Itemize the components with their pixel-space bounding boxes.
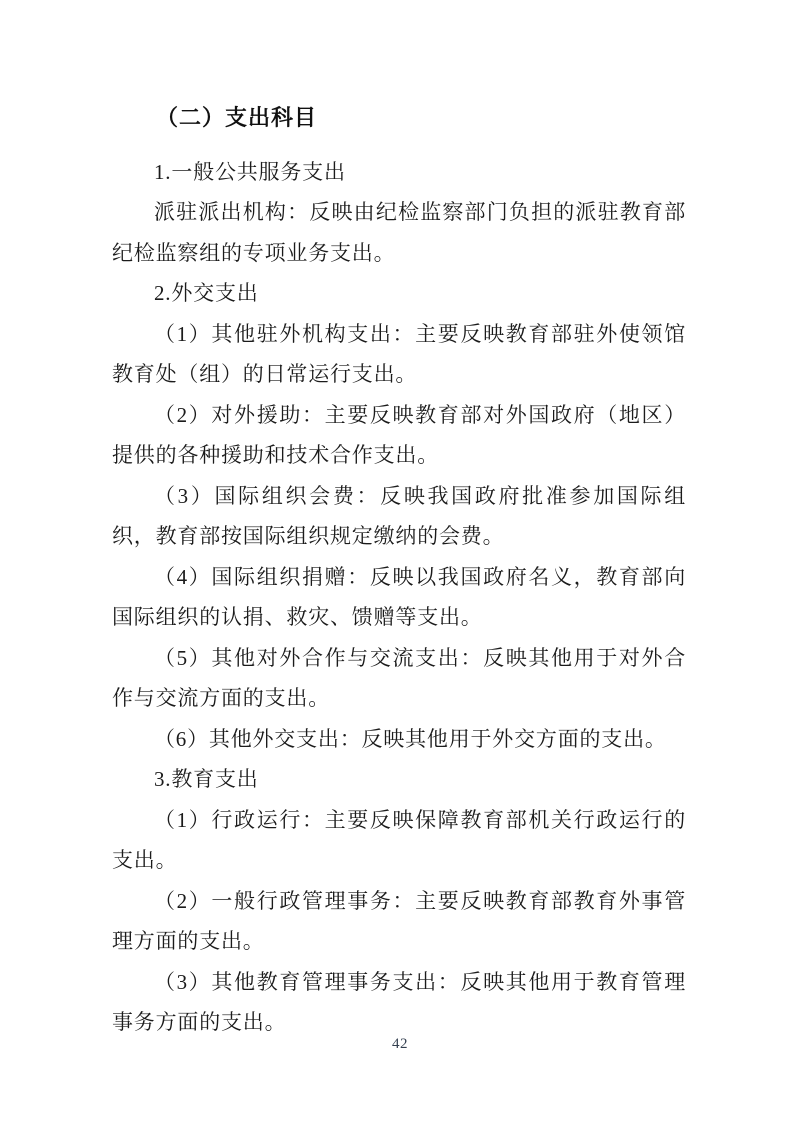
paragraph-dispatched-agencies: 派驻派出机构：反映由纪检监察部门负担的派驻教育部纪检监察组的专项业务支出。 bbox=[112, 200, 686, 265]
paragraph-international-org-dues: （3）国际组织会费：反映我国政府批准参加国际组织，教育部按国际组织规定缴纳的会费。 bbox=[112, 483, 686, 548]
paragraph-education-expenditure: 3.教育支出 bbox=[154, 767, 259, 791]
document-body bbox=[112, 98, 686, 1043]
paragraph-international-org-donations: （4）国际组织捐赠：反映以我国政府名义，教育部向国际组织的认捐、救灾、馈赠等支出。 bbox=[112, 564, 686, 629]
paragraph-other-foreign-cooperation: （5）其他对外合作与交流支出：反映其他用于对外合作与交流方面的支出。 bbox=[112, 645, 686, 710]
section-heading: （二）支出科目 bbox=[156, 105, 318, 130]
paragraph-other-overseas-agencies: （1）其他驻外机构支出：主要反映教育部驻外使领馆教育处（组）的日常运行支出。 bbox=[112, 321, 686, 386]
paragraph-other-diplomacy: （6）其他外交支出：反映其他用于外交方面的支出。 bbox=[154, 726, 667, 751]
paragraph-administrative-operation: （1）行政运行：主要反映保障教育部机关行政运行的支出。 bbox=[112, 807, 686, 872]
paragraph-diplomacy-expenditure: 2.外交支出 bbox=[154, 281, 259, 305]
paragraph-foreign-aid: （2）对外援助：主要反映教育部对外国政府（地区）提供的各种援助和技术合作支出。 bbox=[112, 402, 686, 467]
page-number: 42 bbox=[392, 1036, 408, 1052]
paragraph-general-admin-affairs: （2）一般行政管理事务：主要反映教育部教育外事管理方面的支出。 bbox=[112, 888, 686, 953]
paragraph-other-education-admin: （3）其他教育管理事务支出：反映其他用于教育管理事务方面的支出。 bbox=[112, 969, 686, 1034]
paragraph-general-public-services: 1.一般公共服务支出 bbox=[154, 159, 346, 184]
